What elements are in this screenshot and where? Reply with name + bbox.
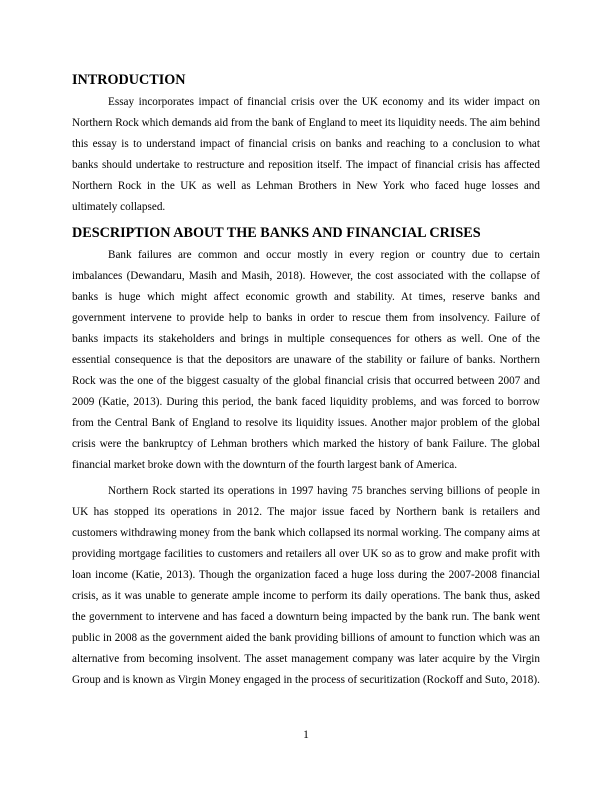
description-paragraph-1: Bank failures are common and occur mostly in every region or country due to certain imbalances (Dewandaru, Masih and Masih, 2018). However, the cost associated with the collapse of banks is huge which might affect economic growth and stability. At times, reserve banks and government intervene to provide help to banks in order to rescue them from insolvency. Failure of banks impacts its stakeholders and brings in multiple consequences for others as well. One of the essential consequence is that the depositors are unaware of the stability or failure of banks. Northern Rock was the one of the biggest casualty of the global financial crisis that occurred between 2007 and 2009 (Katie, 2013). During this period, the bank faced liquidity problems, and was forced to borrow from the Central Bank of England to resolve its liquidity issues. Another major problem of the global crisis were the bankruptcy of Lehman brothers which marked the history of bank Failure. The global financial market broke down with the downturn of the fourth largest bank of America. bbox=[72, 249, 540, 471]
description-heading: DESCRIPTION ABOUT THE BANKS AND FINANCIAL CRISES bbox=[72, 225, 481, 241]
introduction-paragraph: Essay incorporates impact of financial crisis over the UK economy and its wider impact on Northern Rock which demands aid from the bank of England to meet its liquidity needs. The aim behind this essay is to understand impact of financial crisis on banks and reaching to a conclusion to what banks should undertake to restructure and reposition itself. The impact of financial crisis has affected Northern Rock in the UK as well as Lehman Brothers in New York who faced huge losses and ultimately collapsed. bbox=[72, 96, 540, 213]
page-number: 1 bbox=[303, 729, 309, 741]
document-page bbox=[72, 70, 540, 696]
introduction-heading: INTRODUCTION bbox=[72, 72, 186, 88]
description-paragraph-2: Northern Rock started its operations in 1997 having 75 branches serving billions of people in UK has stopped its operations in 2012. The major issue faced by Northern bank is retailers and customers withdrawing money from the bank which collapsed its normal working. The company aims at providing mortgage facilities to customers and retailers all over UK so as to grow and make profit with loan income (Katie, 2013). Though the organization faced a huge loss during the 2007-2008 financial crisis, as it was unable to generate ample income to perform its daily operations. The bank thus, asked the government to intervene and has faced a downturn being impacted by the bank run. The bank went public in 2008 as the government aided the bank providing billions of amount to function which was an alternative from becoming insolvent. The asset management company was later acquire by the Virgin Group and is known as Virgin Money engaged in the process of securitization (Rockoff and Suto, 2018). bbox=[72, 485, 541, 686]
